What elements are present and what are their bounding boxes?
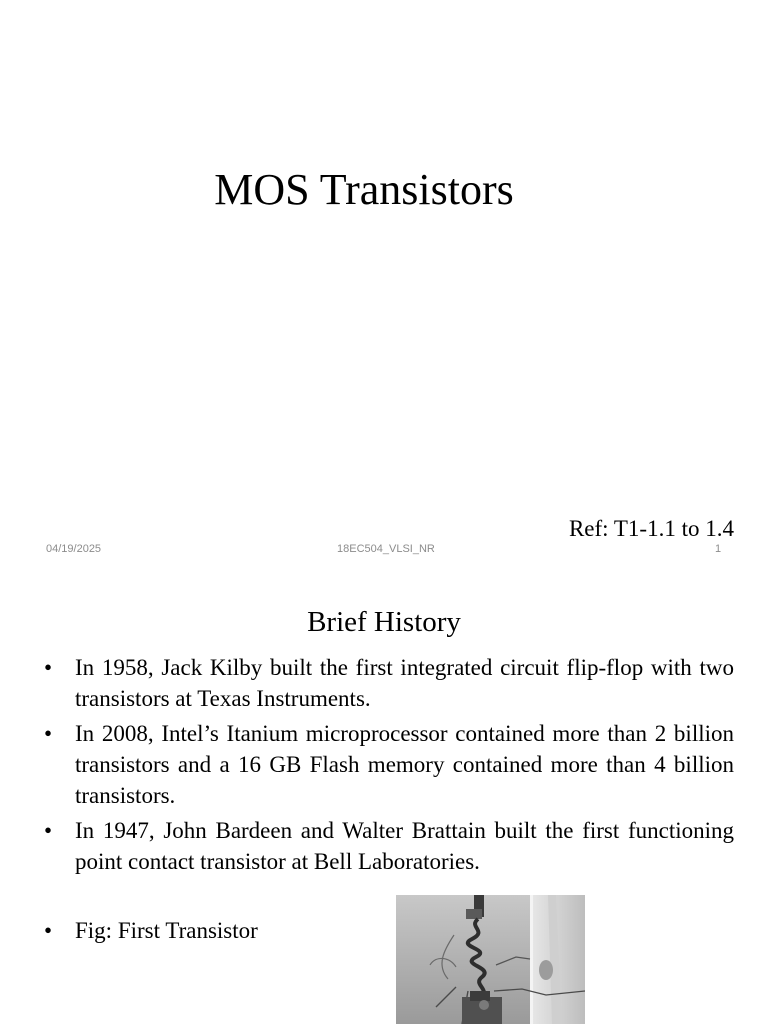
bullet-icon: • [44, 818, 53, 843]
bullet-text: In 2008, Intel’s Itanium microprocessor contained more than 2 billion transistors and a 16 GB Flash memory contained more than 4 billion transistors. [75, 721, 734, 808]
figure-caption-item [44, 918, 258, 944]
first-transistor-photo [396, 895, 585, 1024]
history-slide [0, 566, 768, 1024]
footer-date: 04/19/2025 [46, 543, 102, 555]
bullet-text: In 1947, John Bardeen and Walter Brattain built the first functioning point contact transistor at Bell Laboratories. [75, 818, 734, 874]
bullet-icon: • [44, 918, 53, 943]
bullet-icon: • [44, 655, 53, 680]
footer-page-number: 1 [715, 543, 722, 555]
footer-course-code: 18EC504_VLSI_NR [337, 543, 435, 555]
slide-title: MOS Transistors [214, 165, 514, 214]
list-item [44, 652, 734, 714]
bullet-text: In 1958, Jack Kilby built the first integrated circuit flip-flop with two transistors at Texas Instruments. [75, 655, 734, 711]
figure-caption: Fig: First Transistor [75, 918, 258, 943]
reference-text: Ref: T1-1.1 to 1.4 [568, 516, 734, 541]
list-item [44, 815, 734, 877]
slide-heading: Brief History [307, 606, 461, 638]
list-item [44, 718, 734, 811]
transistor-photo-graphic [396, 895, 585, 1024]
bullet-icon: • [44, 721, 53, 746]
history-bullet-list [44, 652, 734, 881]
